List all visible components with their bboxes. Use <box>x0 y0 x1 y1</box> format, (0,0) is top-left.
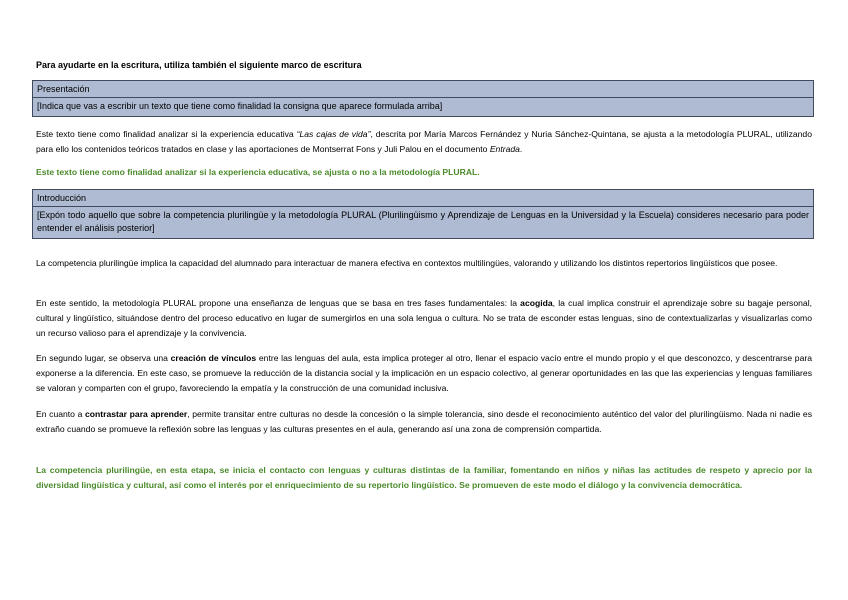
intro-p4-bold: contrastar para aprender <box>85 409 188 419</box>
intro-p3-text-a: En segundo lugar, se observa una <box>36 353 171 363</box>
intro-p4-text-c: , permite transitar entre culturas no desde la concesión o la simple tolerancia, sino desde el reconocimiento auténtico del valor del plurilingüismo. Nada ni nadie es extraño cuando se promueve la reflexión sobre las lenguas y las culturas presentes en el aula, generando así una zona de comprensión compartida. <box>36 409 812 434</box>
introduccion-instructions: [Expón todo aquello que sobre la competencia plurilingüe y la metodología PLURAL (Plurilingüismo y Aprendizaje de Lenguas en la Universidad y la Escuela) consideres necesario para poder entender el análisis posterior] <box>37 210 809 233</box>
intro-answer: La competencia plurilingüe, en esta etapa, se inicia el contacto con lenguas y culturas distintas de la familiar, fomentando en niños y niñas las actitudes de respeto y aprecio por la diversidad lingüística y cultural, así como el interés por el enriquecimiento de su repertorio lingüístico. Se promueven de este modo el diálogo y la convivencia democrática. <box>36 465 812 490</box>
presentacion-answer: Este texto tiene como finalidad analizar si la experiencia educativa, se ajusta o no a la metodología PLURAL. <box>36 167 480 177</box>
intro-p3-bold: creación de vínculos <box>170 353 257 363</box>
presentacion-doc-italic: Entrada <box>489 144 520 154</box>
intro-p2-text-a: En este sentido, la metodología PLURAL propone una enseñanza de lenguas que se basa en tres fases fundamentales: la <box>36 298 521 308</box>
intro-paragraph-3 <box>36 351 812 396</box>
presentacion-title-italic: “Las cajas de vida” <box>296 129 371 139</box>
presentacion-text-b: , descrita por María Marcos Fernández y Nuria Sánchez-Quintana, se ajusta a la metodología PLURAL, utilizando para ello los contenidos teóricos tratados en clase y las aportaciones de Montserrat Fons y Juli Palou en el documento <box>36 129 812 154</box>
intro-p2-text-c: , la cual implica construir el aprendizaje sobre su bagaje personal, cultural y lingüístico, situándose dentro del proceso educativo en lugar de sumergirlos en una sola lengua o cultura. No se trata de esconder estas lenguas, sino de contextualizarlas y visualizarlas como un recurso valioso para el aprendizaje y la convivencia. <box>36 298 812 338</box>
introduccion-title: Introducción <box>33 190 813 207</box>
intro-paragraph-1: La competencia plurilingüe implica la capacidad del alumnado para interactuar de manera efectiva en contextos multilingües, valorando y utilizando los distintos repertorios lingüísticos que posee. <box>36 258 778 268</box>
intro-paragraph-2 <box>36 296 812 341</box>
presentacion-paragraph <box>36 127 812 157</box>
intro-p4-text-a: En cuanto a <box>36 409 85 419</box>
presentacion-text-a: Este texto tiene como finalidad analizar si la experiencia educativa <box>36 129 297 139</box>
presentacion-box <box>32 80 814 117</box>
intro-p2-bold: acogida <box>520 298 553 308</box>
intro-p3-text-c: entre las lenguas del aula, esta implica proteger al otro, llenar el espacio vacío entre el mundo propio y el que desconozco, y descentrarse para exponerse a la diferencia. En este caso, se promueve la reducción de la distancia social y la implicación en un espacio colectivo, al generar oportunidades en las que las experiencias y lenguas familiares se valoran y comparten con el grupo, favoreciendo la empatía y la construcción de una comunidad inclusiva. <box>36 353 812 393</box>
presentacion-instructions: [Indica que vas a escribir un texto que tiene como finalidad la consigna que aparece formulada arriba] <box>37 101 443 111</box>
presentacion-text-c: . <box>519 144 523 154</box>
intro-paragraph-4 <box>36 407 812 437</box>
presentacion-title: Presentación <box>33 81 813 98</box>
page-heading: Para ayudarte en la escritura, utiliza también el siguiente marco de escritura <box>36 60 362 70</box>
introduccion-box <box>32 189 814 239</box>
